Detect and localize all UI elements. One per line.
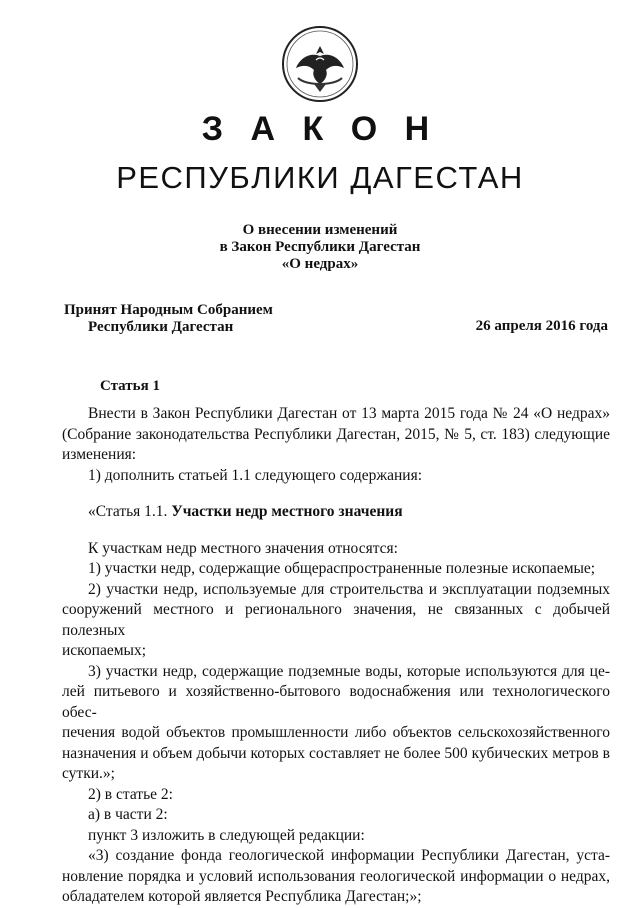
quoted-article-heading	[62, 502, 610, 523]
paragraph-line: 3) участки недр, содержащие подземные воды, которые используются для це-	[88, 662, 610, 680]
quoted-article-number: «Статья 1.1.	[88, 503, 168, 520]
paragraph-line: 2) в статье 2:	[88, 785, 173, 803]
adoption-block	[64, 302, 273, 336]
subject-line: «О недрах»	[281, 256, 359, 272]
paragraph-line: обладателем которой является Республика Дагестан;»;	[62, 888, 422, 905]
paragraph-line: (Собрание законодательства Республики Дагестан, 2015, № 5, ст. 183) следующие	[62, 425, 610, 443]
article-heading: Статья 1	[100, 378, 160, 394]
paragraph-line: 1) участки недр, содержащие общераспространенные полезные ископаемые;	[88, 560, 596, 577]
subject-line: О внесении изменений	[242, 222, 398, 238]
law-subject	[0, 222, 640, 273]
paragraph-line: лей питьевого и хозяйственно-бытового водоснабжения или технологического обес-	[62, 683, 610, 721]
paragraph-line: сооружений местного и регионального значения, не связанных с добычей полезных	[62, 601, 610, 639]
adoption-line: Республики Дагестан	[88, 319, 234, 335]
paragraph-line: «3) создание фонда геологической информации Республики Дагестан, уста-	[88, 847, 610, 864]
paragraph-line: сутки.»;	[62, 765, 115, 782]
subject-line: в Закон Республики Дагестан	[219, 239, 421, 255]
paragraph-line: 2) участки недр, используемые для строительства и эксплуатации подземных	[88, 580, 610, 598]
paragraph-line: назначения и объем добычи которых составляет не более 500 кубических метров в	[62, 744, 610, 762]
adoption-line: Принят Народным Собранием	[64, 302, 273, 318]
document-title: З А К О Н	[201, 110, 439, 148]
paragraph-line: 1) дополнить статьей 1.1 следующего содержания:	[88, 466, 422, 484]
paragraph-line: пункт 3 изложить в следующей редакции:	[88, 826, 365, 844]
paragraph-line: Внести в Закон Республики Дагестан от 13 марта 2015 года № 24 «О недрах»	[88, 405, 610, 422]
paragraph-line: печения водой объектов промышленности либо объектов сельскохозяйственного	[62, 724, 610, 741]
paragraph-line: К участкам недр местного значения относятся:	[88, 539, 398, 557]
paragraph-line: ископаемых;	[62, 642, 147, 659]
paragraph-line: новление порядка и условий использования геологической информации о недрах,	[62, 867, 610, 885]
coat-of-arms-emblem	[276, 22, 364, 106]
document-subtitle: РЕСПУБЛИКИ ДАГЕСТАН	[116, 160, 524, 195]
paragraph-line: изменения:	[62, 446, 137, 463]
article-body	[62, 404, 610, 908]
adoption-date: 26 апреля 2016 года	[475, 318, 608, 334]
paragraph-line: а) в части 2:	[88, 806, 168, 823]
quoted-article-title: Участки недр местного значения	[171, 503, 403, 520]
